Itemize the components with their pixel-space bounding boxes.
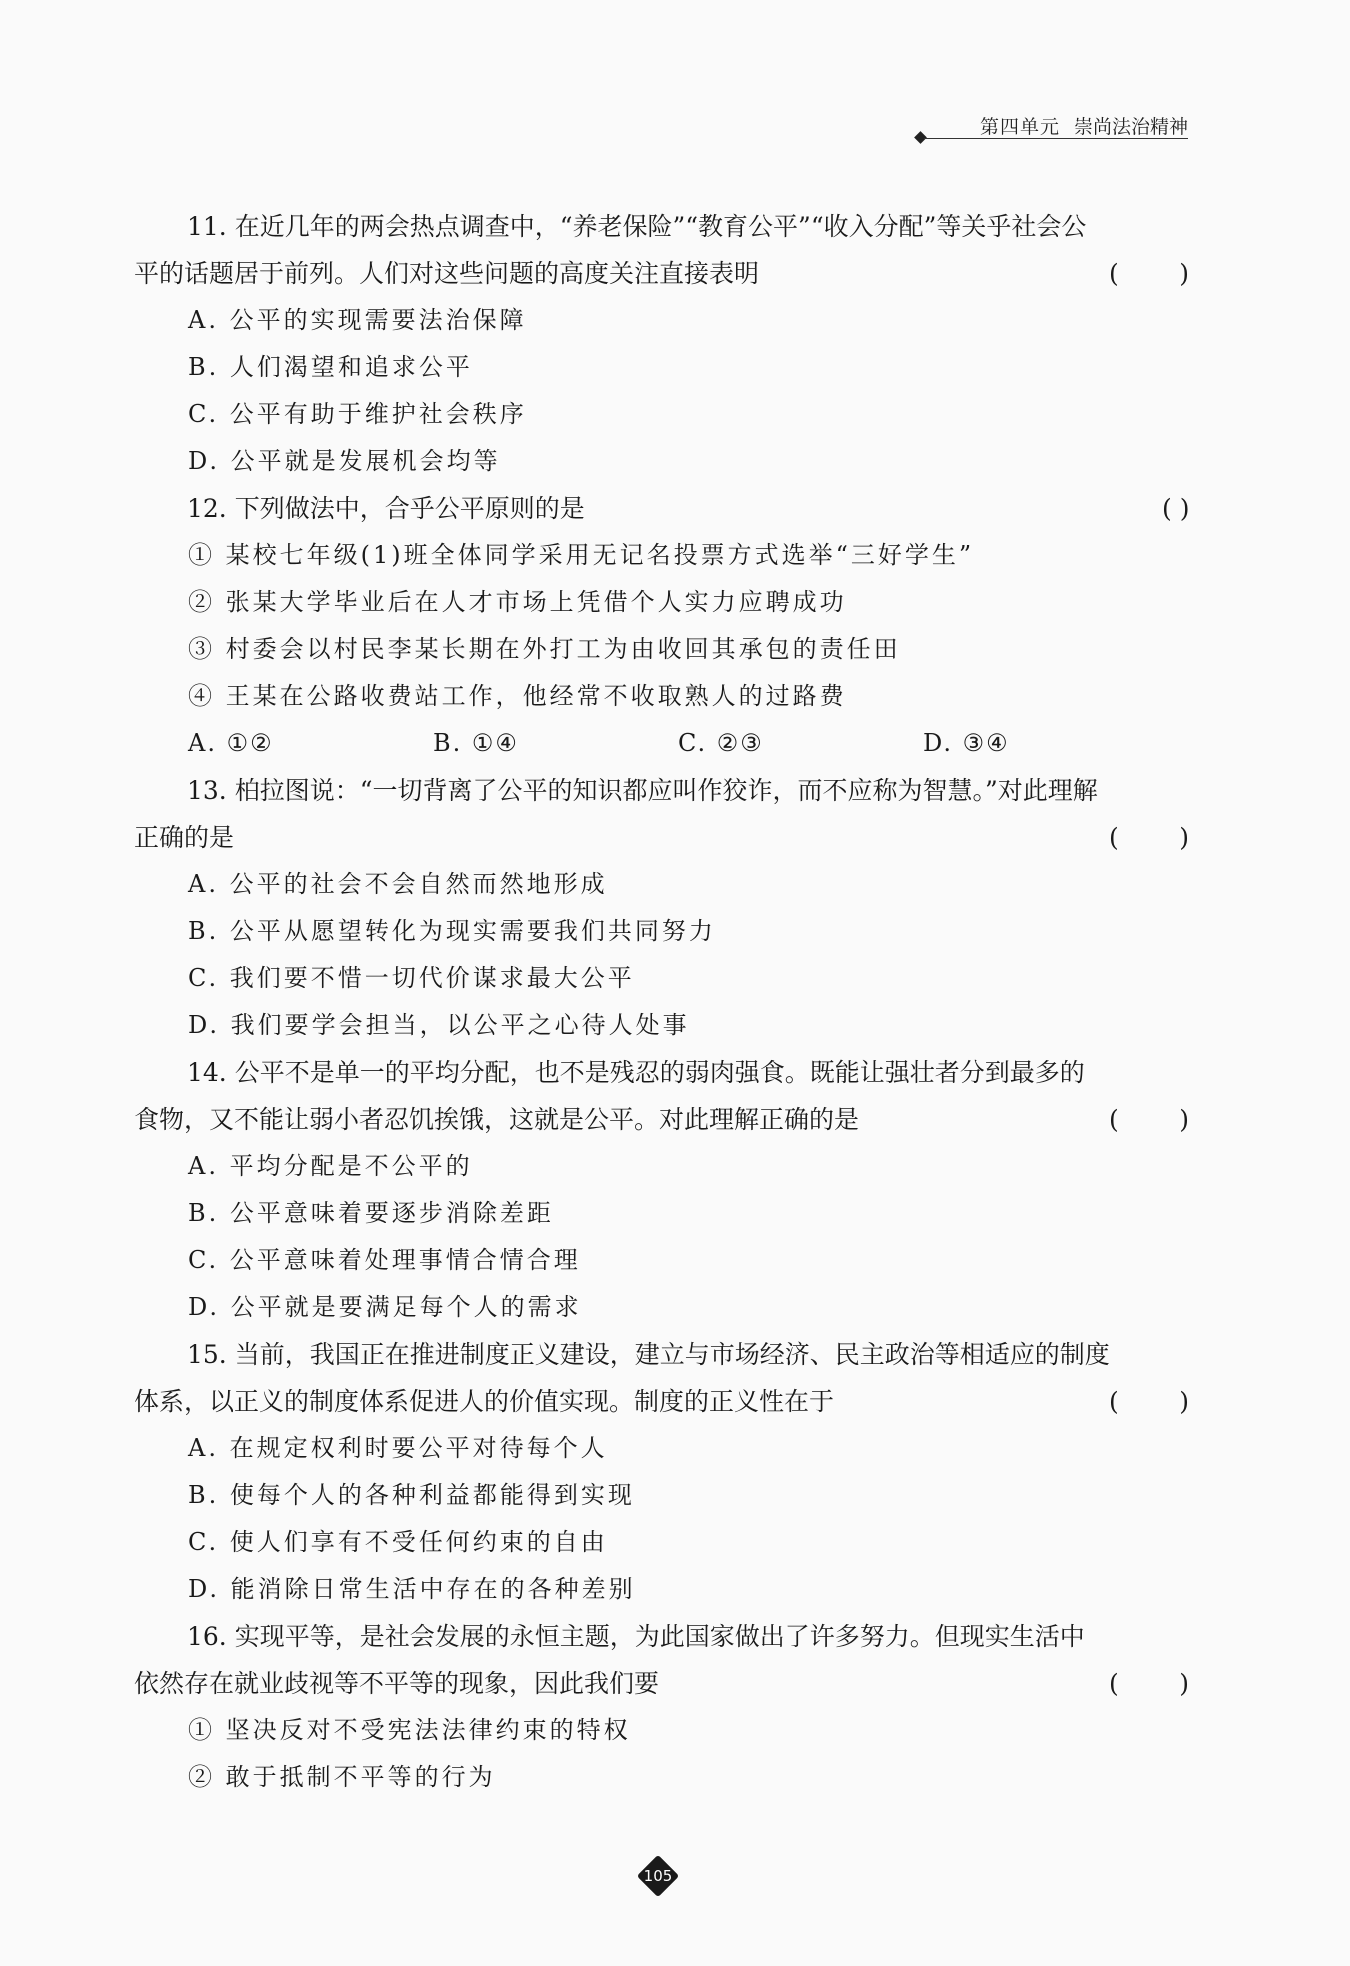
choice-c: C. ②③ [678,729,764,757]
option-d: D. 公平就是要满足每个人的需求 [188,1293,582,1321]
unit-title: 崇尚法治精神 [1073,116,1188,138]
header-rule [924,138,1188,139]
option-d: D. 我们要学会担当，以公平之心待人处事 [188,1011,690,1039]
question-15 [134,1331,1189,1613]
option-c: C. 我们要不惜一切代价谋求最大公平 [188,964,635,992]
question-stem-line: 16. 实现平等，是社会发展的永恒主题，为此国家做出了许多努力。但现实生活中 [187,1622,1085,1651]
choice-d: D. ③④ [923,729,1010,757]
question-11 [134,203,1189,485]
option-c: C. 公平有助于维护社会秩序 [188,400,527,428]
question-stem-line: 15. 当前，我国正在推进制度正义建设，建立与市场经济、民主政治等相适应的制度 [187,1340,1110,1369]
question-16 [134,1613,1189,1801]
question-stem-line: 体系，以正义的制度体系促进人的价值实现。制度的正义性在于 ( ) [134,1378,1189,1425]
answer-blank[interactable]: ( ) [1109,1669,1189,1698]
statement-1: ① 坚决反对不受宪法法律约束的特权 [188,1716,631,1744]
question-14 [134,1049,1189,1331]
option-c: C. 使人们享有不受任何约束的自由 [188,1528,608,1556]
option-b: B. 使每个人的各种利益都能得到实现 [188,1481,635,1509]
choice-b: B. ①④ [433,729,519,757]
option-b: B. 公平意味着要逐步消除差距 [188,1199,554,1227]
question-stem-line: 11. 在近几年的两会热点调查中，“养老保险”“教育公平”“收入分配”等关乎社会公 [187,212,1087,241]
statement-1: ① 某校七年级(1)班全体同学采用无记名投票方式选举“三好学生” [188,541,975,569]
question-stem-line: 平的话题居于前列。人们对这些问题的高度关注直接表明 ( ) [134,250,1189,297]
unit-label: 第四单元 [979,116,1060,138]
question-12 [134,485,1189,767]
option-b: B. 公平从愿望转化为现实需要我们共同努力 [188,917,716,945]
option-a: A. 公平的实现需要法治保障 [188,306,527,334]
statement-2: ② 敢于抵制不平等的行为 [188,1763,496,1791]
statement-3: ③ 村委会以村民李某长期在外打工为由收回其承包的责任田 [188,635,901,663]
choice-row [134,720,1189,767]
question-stem-line: 食物，又不能让弱小者忍饥挨饿，这就是公平。对此理解正确的是 ( ) [134,1096,1189,1143]
answer-blank[interactable]: ( ) [1109,1387,1189,1416]
answer-blank[interactable]: ( ) [1109,823,1189,852]
option-d: D. 公平就是发展机会均等 [188,447,501,475]
page-number: 105 [643,1867,673,1885]
statement-4: ④ 王某在公路收费站工作，他经常不收取熟人的过路费 [188,682,847,710]
option-a: A. 在规定权利时要公平对待每个人 [188,1434,608,1462]
question-stem-line: 14. 公平不是单一的平均分配，也不是残忍的弱肉强食。既能让强壮者分到最多的 [187,1058,1085,1087]
choice-a: A. ①② [188,729,274,757]
statement-2: ② 张某大学毕业后在人才市场上凭借个人实力应聘成功 [188,588,847,616]
answer-blank[interactable]: ( ) [1109,259,1189,288]
running-header [980,112,1188,139]
option-a: A. 平均分配是不公平的 [188,1152,473,1180]
answer-blank[interactable]: ( ) [1162,494,1190,523]
question-stem-line: 13. 柏拉图说：“一切背离了公平的知识都应叫作狡诈，而不应称为智慧。”对此理解 [187,776,1098,805]
option-b: B. 人们渴望和追求公平 [188,353,473,381]
question-stem-line: 12. 下列做法中，合乎公平原则的是 ( ) [134,485,1189,532]
answer-blank[interactable]: ( ) [1109,1105,1189,1134]
option-a: A. 公平的社会不会自然而然地形成 [188,870,608,898]
page-number-badge [639,1857,677,1895]
question-stem-line: 正确的是 ( ) [134,814,1189,861]
option-d: D. 能消除日常生活中存在的各种差别 [188,1575,636,1603]
page-content [134,203,1189,1801]
option-c: C. 公平意味着处理事情合情合理 [188,1246,581,1274]
question-stem-line: 依然存在就业歧视等不平等的现象，因此我们要 ( ) [134,1660,1189,1707]
question-13 [134,767,1189,1049]
